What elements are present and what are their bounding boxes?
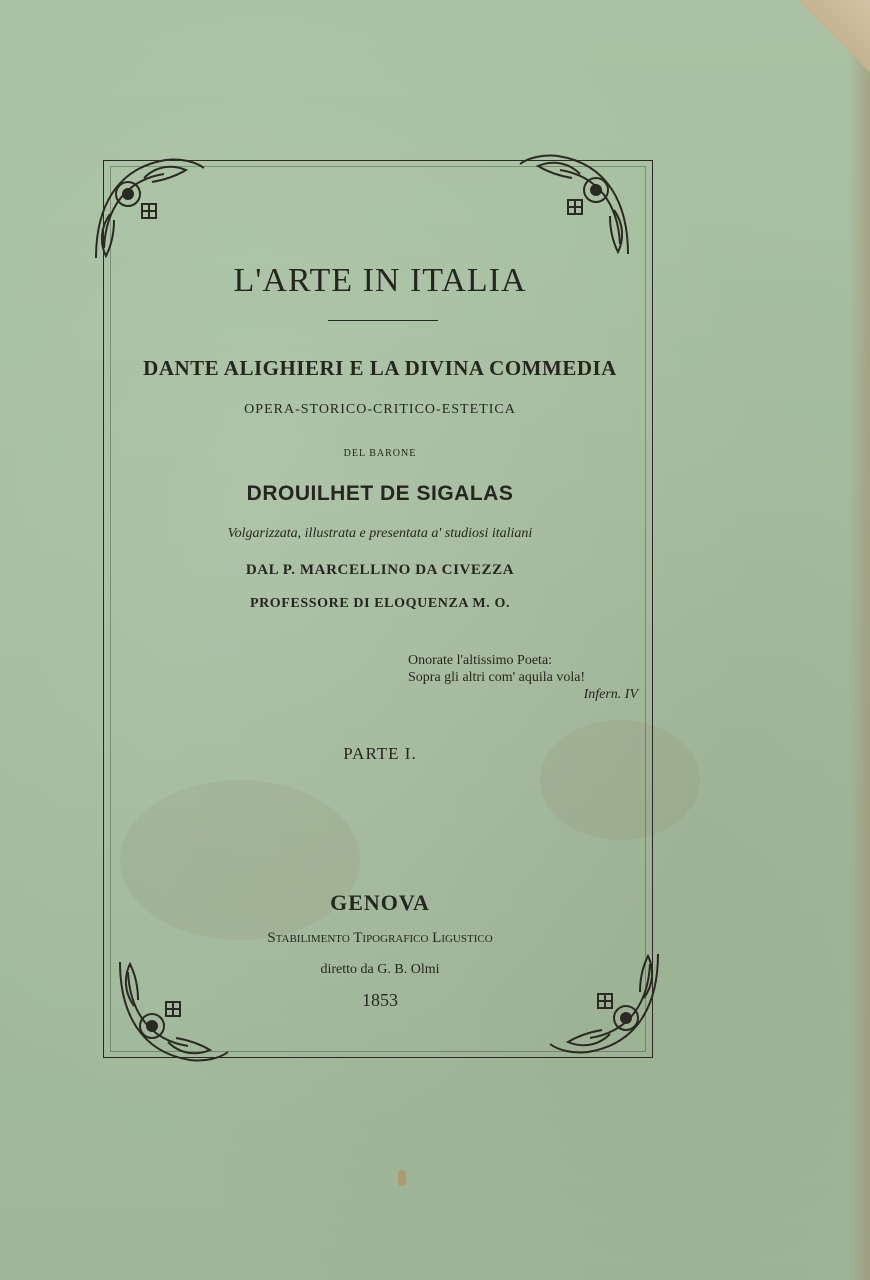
- printer-name: Stabilimento Tipografico Ligustico: [267, 930, 493, 946]
- by-line: DEL BARONE: [343, 448, 417, 459]
- epigraph: [408, 652, 638, 703]
- translator-name: DAL P. MARCELLINO DA CIVEZZA: [245, 562, 515, 578]
- epigraph-source: Infern. IV: [583, 687, 638, 702]
- ink-mark: [398, 1170, 406, 1186]
- translation-note: Volgarizzata, illustrata e presentata a' studiosi italiani: [227, 526, 533, 541]
- book-subtitle: DANTE ALIGHIERI E LA DIVINA COMMEDIA: [143, 356, 617, 380]
- work-type: OPERA-STORICO-CRITICO-ESTETICA: [244, 402, 516, 417]
- corner-ornament-icon: [86, 148, 206, 268]
- publisher-city: GENOVA: [330, 890, 430, 915]
- translator-title: PROFESSORE DI ELOQUENZA M. O.: [249, 596, 511, 611]
- epigraph-line-2: Sopra gli altri com' aquila vola!: [408, 670, 586, 685]
- author-name: DROUILHET DE SIGALAS: [246, 482, 514, 505]
- publication-year: 1853: [362, 990, 398, 1010]
- corner-ornament-icon: [518, 144, 638, 264]
- book-title: L'ARTE IN ITALIA: [233, 262, 527, 299]
- part-label: PARTE I.: [343, 744, 417, 763]
- page-edge: [848, 0, 870, 1280]
- epigraph-line-1: Onorate l'altissimo Poeta:: [408, 653, 553, 668]
- torn-corner: [800, 0, 870, 90]
- title-rule: [328, 320, 438, 321]
- printer-director: diretto da G. B. Olmi: [320, 962, 440, 977]
